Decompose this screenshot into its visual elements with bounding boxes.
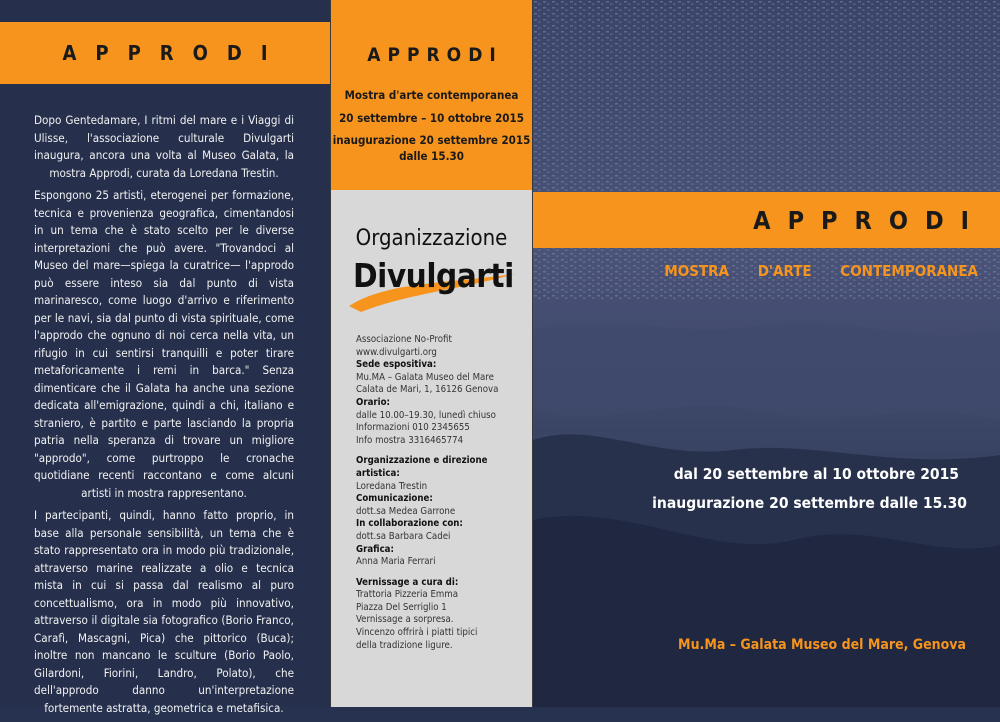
- orario-line: Informazioni 010 2345655: [356, 422, 470, 434]
- right-opening: inaugurazione 20 settembre dalle 15.30: [652, 494, 967, 512]
- middle-dates: 20 settembre – 10 ottobre 2015: [339, 110, 524, 125]
- divulgarti-logo: [347, 254, 517, 314]
- orario-line: Info mostra 3316465774: [356, 434, 464, 446]
- middle-title: APPRODI: [367, 44, 503, 66]
- comunicazione-label: Comunicazione:: [356, 493, 433, 505]
- org-line: Associazione No-Profit: [356, 334, 452, 345]
- collaborazione-label: In collaborazione con:: [356, 518, 463, 530]
- orario-label: Orario:: [356, 396, 391, 408]
- vernissage-line: Piazza Del Serriglio 1: [356, 601, 447, 613]
- vernissage-line: Vernissage a sorpresa.: [356, 614, 454, 626]
- vernissage-line: della tradizione ligure.: [356, 639, 453, 651]
- right-venue: Mu.Ma – Galata Museo del Mare, Genova: [678, 637, 966, 653]
- middle-opening: inaugurazione 20 settembre 2015: [332, 133, 531, 147]
- right-title-band: [533, 192, 1000, 248]
- middle-opening-time: dalle 15.30: [399, 148, 464, 163]
- left-body-text: [34, 112, 294, 722]
- left-title-band: [0, 22, 330, 84]
- orario-line: dalle 10.00–19.30, lunedì chiuso: [356, 409, 496, 421]
- direzione-label: Organizzazione e direzione artistica:: [356, 455, 488, 479]
- grafica-label: Grafica:: [356, 543, 394, 555]
- comunicazione-value: dott.sa Medea Garrone: [356, 505, 456, 517]
- right-dates: [652, 460, 967, 518]
- sede-label: Sede espositiva:: [356, 359, 437, 371]
- organizzazione-label: Organizzazione: [355, 226, 508, 251]
- middle-panel: [330, 0, 533, 707]
- vernissage-label: Vernissage a cura di:: [356, 576, 459, 588]
- logo-text: Divulgarti: [353, 256, 514, 295]
- grafica-value: Anna Maria Ferrari: [356, 556, 436, 568]
- left-title: APPRODI: [62, 41, 287, 65]
- middle-info-block: [356, 334, 526, 652]
- middle-event-info: [331, 88, 532, 171]
- vernissage-line: Trattoria Pizzeria Emma: [356, 589, 459, 601]
- right-panel: [533, 0, 1000, 707]
- vernissage-line: Vincenzo offrirà i piatti tipici: [356, 627, 478, 639]
- paragraph-participants: I partecipanti, quindi, hanno fatto proprio, in base alla personale sensibilità, un tema che è stato rappresentato ora in modo più tradizionale, attraverso marine realizzate a olio e tecnica mista in cui si passa dal realismo al puro concettualismo, ora in modo più innovativo, attraverso il digitale sia fotografico (Borio Franco, Carafì, Mascagni, Pica) che pittorico (Buca); inoltre non mancano le sculture (Borio Paolo, Gilardoni, Fiorini, Landro, Polato), che dell'approdo danno un'interpretazione fortemente astratta, geometrica e metafisica.: [34, 508, 294, 715]
- direzione-value: Loredana Trestin: [356, 480, 428, 492]
- sea-background-image: [533, 0, 1000, 707]
- collaborazione-value: dott.sa Barbara Cadei: [356, 530, 451, 542]
- middle-header: [331, 0, 532, 190]
- paragraph-artists: Espongono 25 artisti, eterogenei per formazione, tecnica e provenienza geografica, cimentandosi in un tema che è stato scelto per le diverse interpretazioni che può avere. "Trovandoci al Museo del mare—spiega la curatrice— l'approdo può essere inteso sia dal punto di vista marinaresco, come luogo d'arrivo e riferimento per le navi, sia dal punto di vista spirituale, come l'approdo che ognuno di noi cerca nella vita, un rifugio in cui sentirsi tranquilli e poter tirare metaforicamente i remi in barca." Senza dimenticare che il Galata ha anche una sezione dedicata all'emigrazione, quindi a chi, italiano e straniero, è partito e parte lasciando la propria patria nella speranza di trovare un migliore "approdo", come purtroppo le cronache quotidiane recenti raccontano e come alcuni artisti in mostra rappresentano.: [34, 188, 294, 500]
- sede-line: Mu.MA – Galata Museo del Mare: [356, 371, 494, 383]
- org-line: www.divulgarti.org: [356, 346, 437, 358]
- right-title: APPRODI: [753, 205, 986, 235]
- right-date-range: dal 20 settembre al 10 ottobre 2015: [673, 465, 959, 483]
- middle-subtitle: Mostra d'arte contemporanea: [344, 88, 519, 102]
- right-subtitle: MOSTRA D'ARTE CONTEMPORANEA: [664, 262, 978, 280]
- left-panel: [0, 0, 330, 715]
- paragraph-intro: Dopo Gentedamare, I ritmi del mare e i Viaggi di Ulisse, l'associazione culturale Divulgarti inaugura, ancora una volta al Museo Galata, la mostra Approdi, curata da Loredana Trestin.: [34, 113, 294, 180]
- sede-line: Calata de Mari, 1, 16126 Genova: [356, 384, 499, 396]
